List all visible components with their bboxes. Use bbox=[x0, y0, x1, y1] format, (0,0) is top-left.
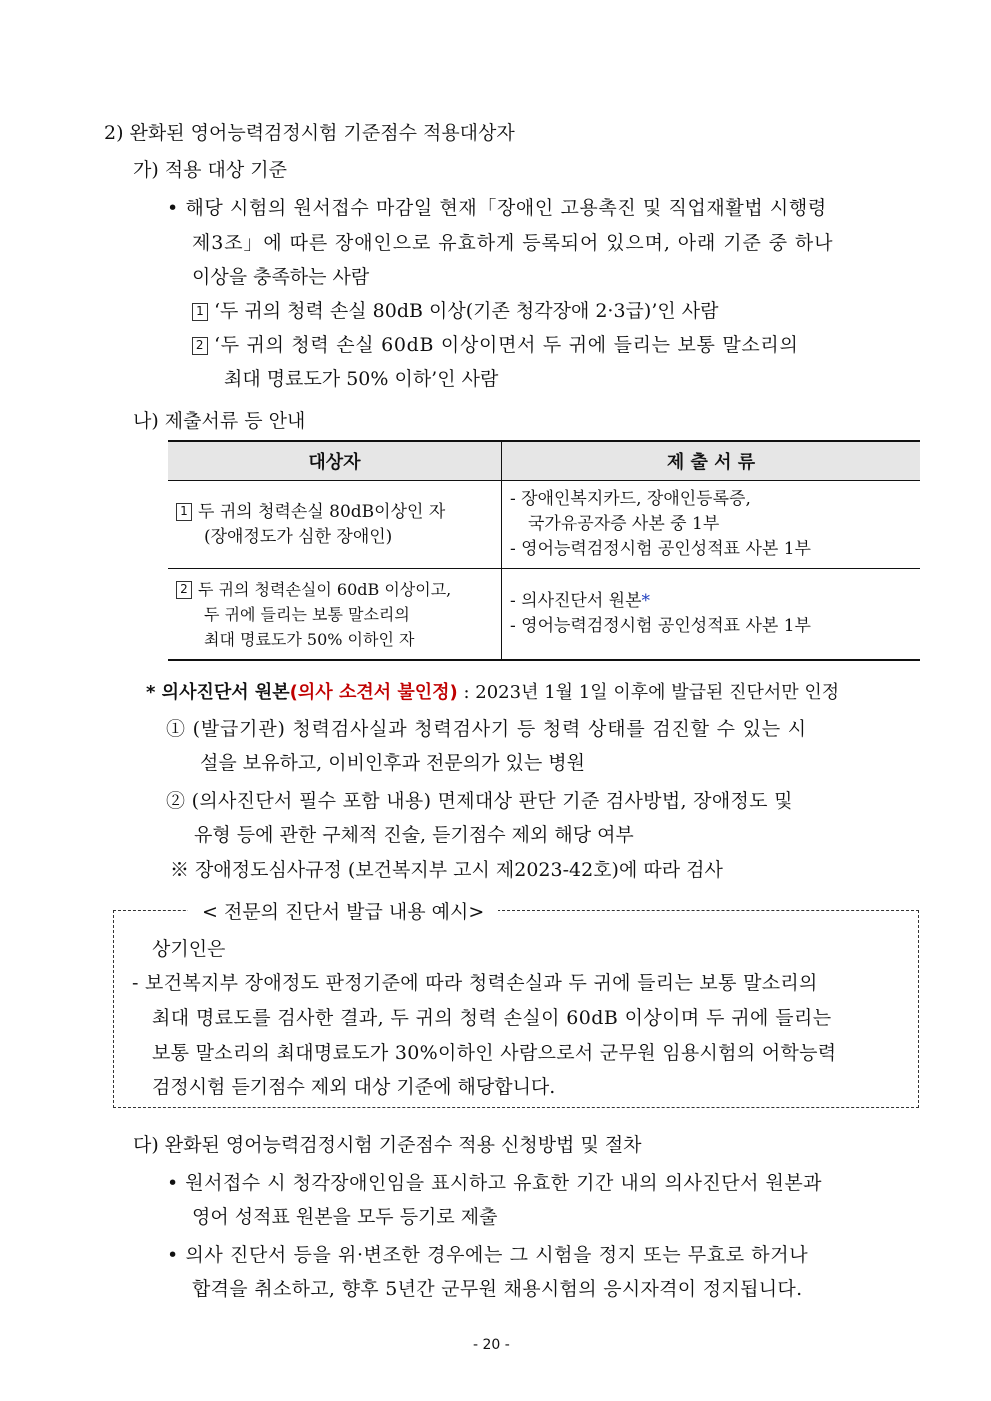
subsection-a-heading: 가) 적용 대상 기준 bbox=[133, 159, 288, 181]
target-text: (장애정도가 심한 장애인) bbox=[204, 526, 393, 547]
note-item-3: ※ 장애정도심사규정 (보건복지부 고시 제2023-42호)에 따라 검사 bbox=[170, 859, 723, 881]
example-line: 보통 말소리의 최대명료도가 30%이하인 사람으로서 군무원 임용시험의 어학능력 bbox=[152, 1042, 837, 1064]
table-cell-target bbox=[168, 481, 502, 569]
table-row bbox=[168, 569, 920, 661]
documents-table bbox=[168, 440, 920, 661]
table-cell-target bbox=[168, 569, 502, 661]
note-item-2-cont: 유형 등에 관한 구체적 진술, 듣기점수 제외 해당 여부 bbox=[194, 824, 634, 846]
subsection-b-heading: 나) 제출서류 등 안내 bbox=[133, 410, 306, 432]
table-row bbox=[168, 481, 920, 569]
target-text: 두 귀에 들리는 보통 말소리의 bbox=[204, 604, 410, 624]
document-line: - 영어능력검정시험 공인성적표 사본 1부 bbox=[510, 616, 811, 636]
criteria-item-text-cont: 최대 명료도가 50% 이하’인 사람 bbox=[224, 368, 499, 390]
document-text: - 의사진단서 원본 bbox=[510, 591, 642, 611]
criteria-bullet-line: 이상을 충족하는 사람 bbox=[192, 266, 370, 288]
diagnosis-note bbox=[146, 678, 839, 704]
example-line: - 보건복지부 장애정도 판정기준에 따라 청력손실과 두 귀에 들리는 보통 말소리의 bbox=[132, 972, 818, 994]
target-text: 최대 명료도가 50% 이하인 자 bbox=[204, 629, 415, 649]
box-number: 1 bbox=[176, 503, 192, 521]
procedure-bullet-line: 합격을 취소하고, 향후 5년간 군무원 채용시험의 응시자격이 정지됩니다. bbox=[192, 1278, 803, 1300]
note-red-text: (의사 소견서 불인정) bbox=[289, 682, 458, 703]
document-line: 국가유공자증 사본 중 1부 bbox=[528, 514, 720, 534]
example-line: 상기인은 bbox=[152, 938, 226, 960]
table-cell-documents bbox=[502, 481, 921, 569]
document-line: - 장애인복지카드, 장애인등록증, bbox=[510, 489, 751, 509]
procedure-bullet-line: • 원서접수 시 청각장애인임을 표시하고 유효한 기간 내의 의사진단서 원본과 bbox=[167, 1172, 823, 1194]
procedure-bullet-line: • 의사 진단서 등을 위·변조한 경우에는 그 시험을 정지 또는 무효로 하거나 bbox=[167, 1244, 809, 1266]
criteria-bullet-line: 제3조」에 따른 장애인으로 유효하게 등록되어 있으며, 아래 기준 중 하나 bbox=[192, 232, 834, 254]
table-header-documents: 제 출 서 류 bbox=[502, 441, 921, 481]
criteria-item-2 bbox=[192, 330, 799, 357]
page-number: - 20 - bbox=[473, 1337, 510, 1353]
table-header-row bbox=[168, 441, 920, 481]
example-title: < 전문의 진단서 발급 내용 예시> bbox=[188, 897, 498, 924]
section-2-title: 2) 완화된 영어능력검정시험 기준점수 적용대상자 bbox=[104, 122, 515, 144]
note-item-1: ① (발급기관) 청력검사실과 청력검사기 등 청력 상태를 검진할 수 있는 시 bbox=[166, 718, 807, 740]
document-line bbox=[510, 589, 912, 614]
box-number: 2 bbox=[192, 337, 208, 355]
table-header-target: 대상자 bbox=[168, 441, 502, 481]
example-line: 검정시험 듣기점수 제외 대상 기준에 해당합니다. bbox=[152, 1076, 556, 1098]
note-item-1-cont: 설을 보유하고, 이비인후과 전문의가 있는 병원 bbox=[200, 752, 585, 774]
note-label: * 의사진단서 원본 bbox=[146, 682, 290, 703]
document-line: - 영어능력검정시험 공인성적표 사본 1부 bbox=[510, 539, 811, 559]
criteria-item-1 bbox=[192, 296, 718, 323]
note-item-2: ② (의사진단서 필수 포함 내용) 면제대상 판단 기준 검사방법, 장애정도 및 bbox=[166, 790, 793, 812]
subsection-c-heading: 다) 완화된 영어능력검정시험 기준점수 적용 신청방법 및 절차 bbox=[133, 1134, 642, 1156]
table-cell-documents bbox=[502, 569, 921, 661]
criteria-item-text: ‘두 귀의 청력 손실 60dB 이상이면서 두 귀에 들리는 보통 말소리의 bbox=[214, 334, 799, 356]
box-number: 1 bbox=[192, 303, 208, 321]
criteria-bullet-line: • 해당 시험의 원서접수 마감일 현재「장애인 고용촉진 및 직업재활법 시행령 bbox=[167, 197, 827, 219]
procedure-bullet-line: 영어 성적표 원본을 모두 등기로 제출 bbox=[192, 1206, 498, 1228]
box-number: 2 bbox=[176, 581, 192, 599]
target-text: 두 귀의 청력손실이 60dB 이상이고, bbox=[198, 579, 452, 599]
criteria-item-text: ‘두 귀의 청력 손실 80dB 이상(기존 청각장애 2·3급)’인 사람 bbox=[214, 300, 719, 322]
target-text: 두 귀의 청력손실 80dB이상인 자 bbox=[198, 501, 446, 522]
note-rest: : 2023년 1월 1일 이후에 발급된 진단서만 인정 bbox=[457, 682, 840, 703]
example-line: 최대 명료도를 검사한 결과, 두 귀의 청력 손실이 60dB 이상이며 두 귀에 들리는 bbox=[152, 1007, 832, 1029]
footnote-star: * bbox=[641, 591, 651, 611]
